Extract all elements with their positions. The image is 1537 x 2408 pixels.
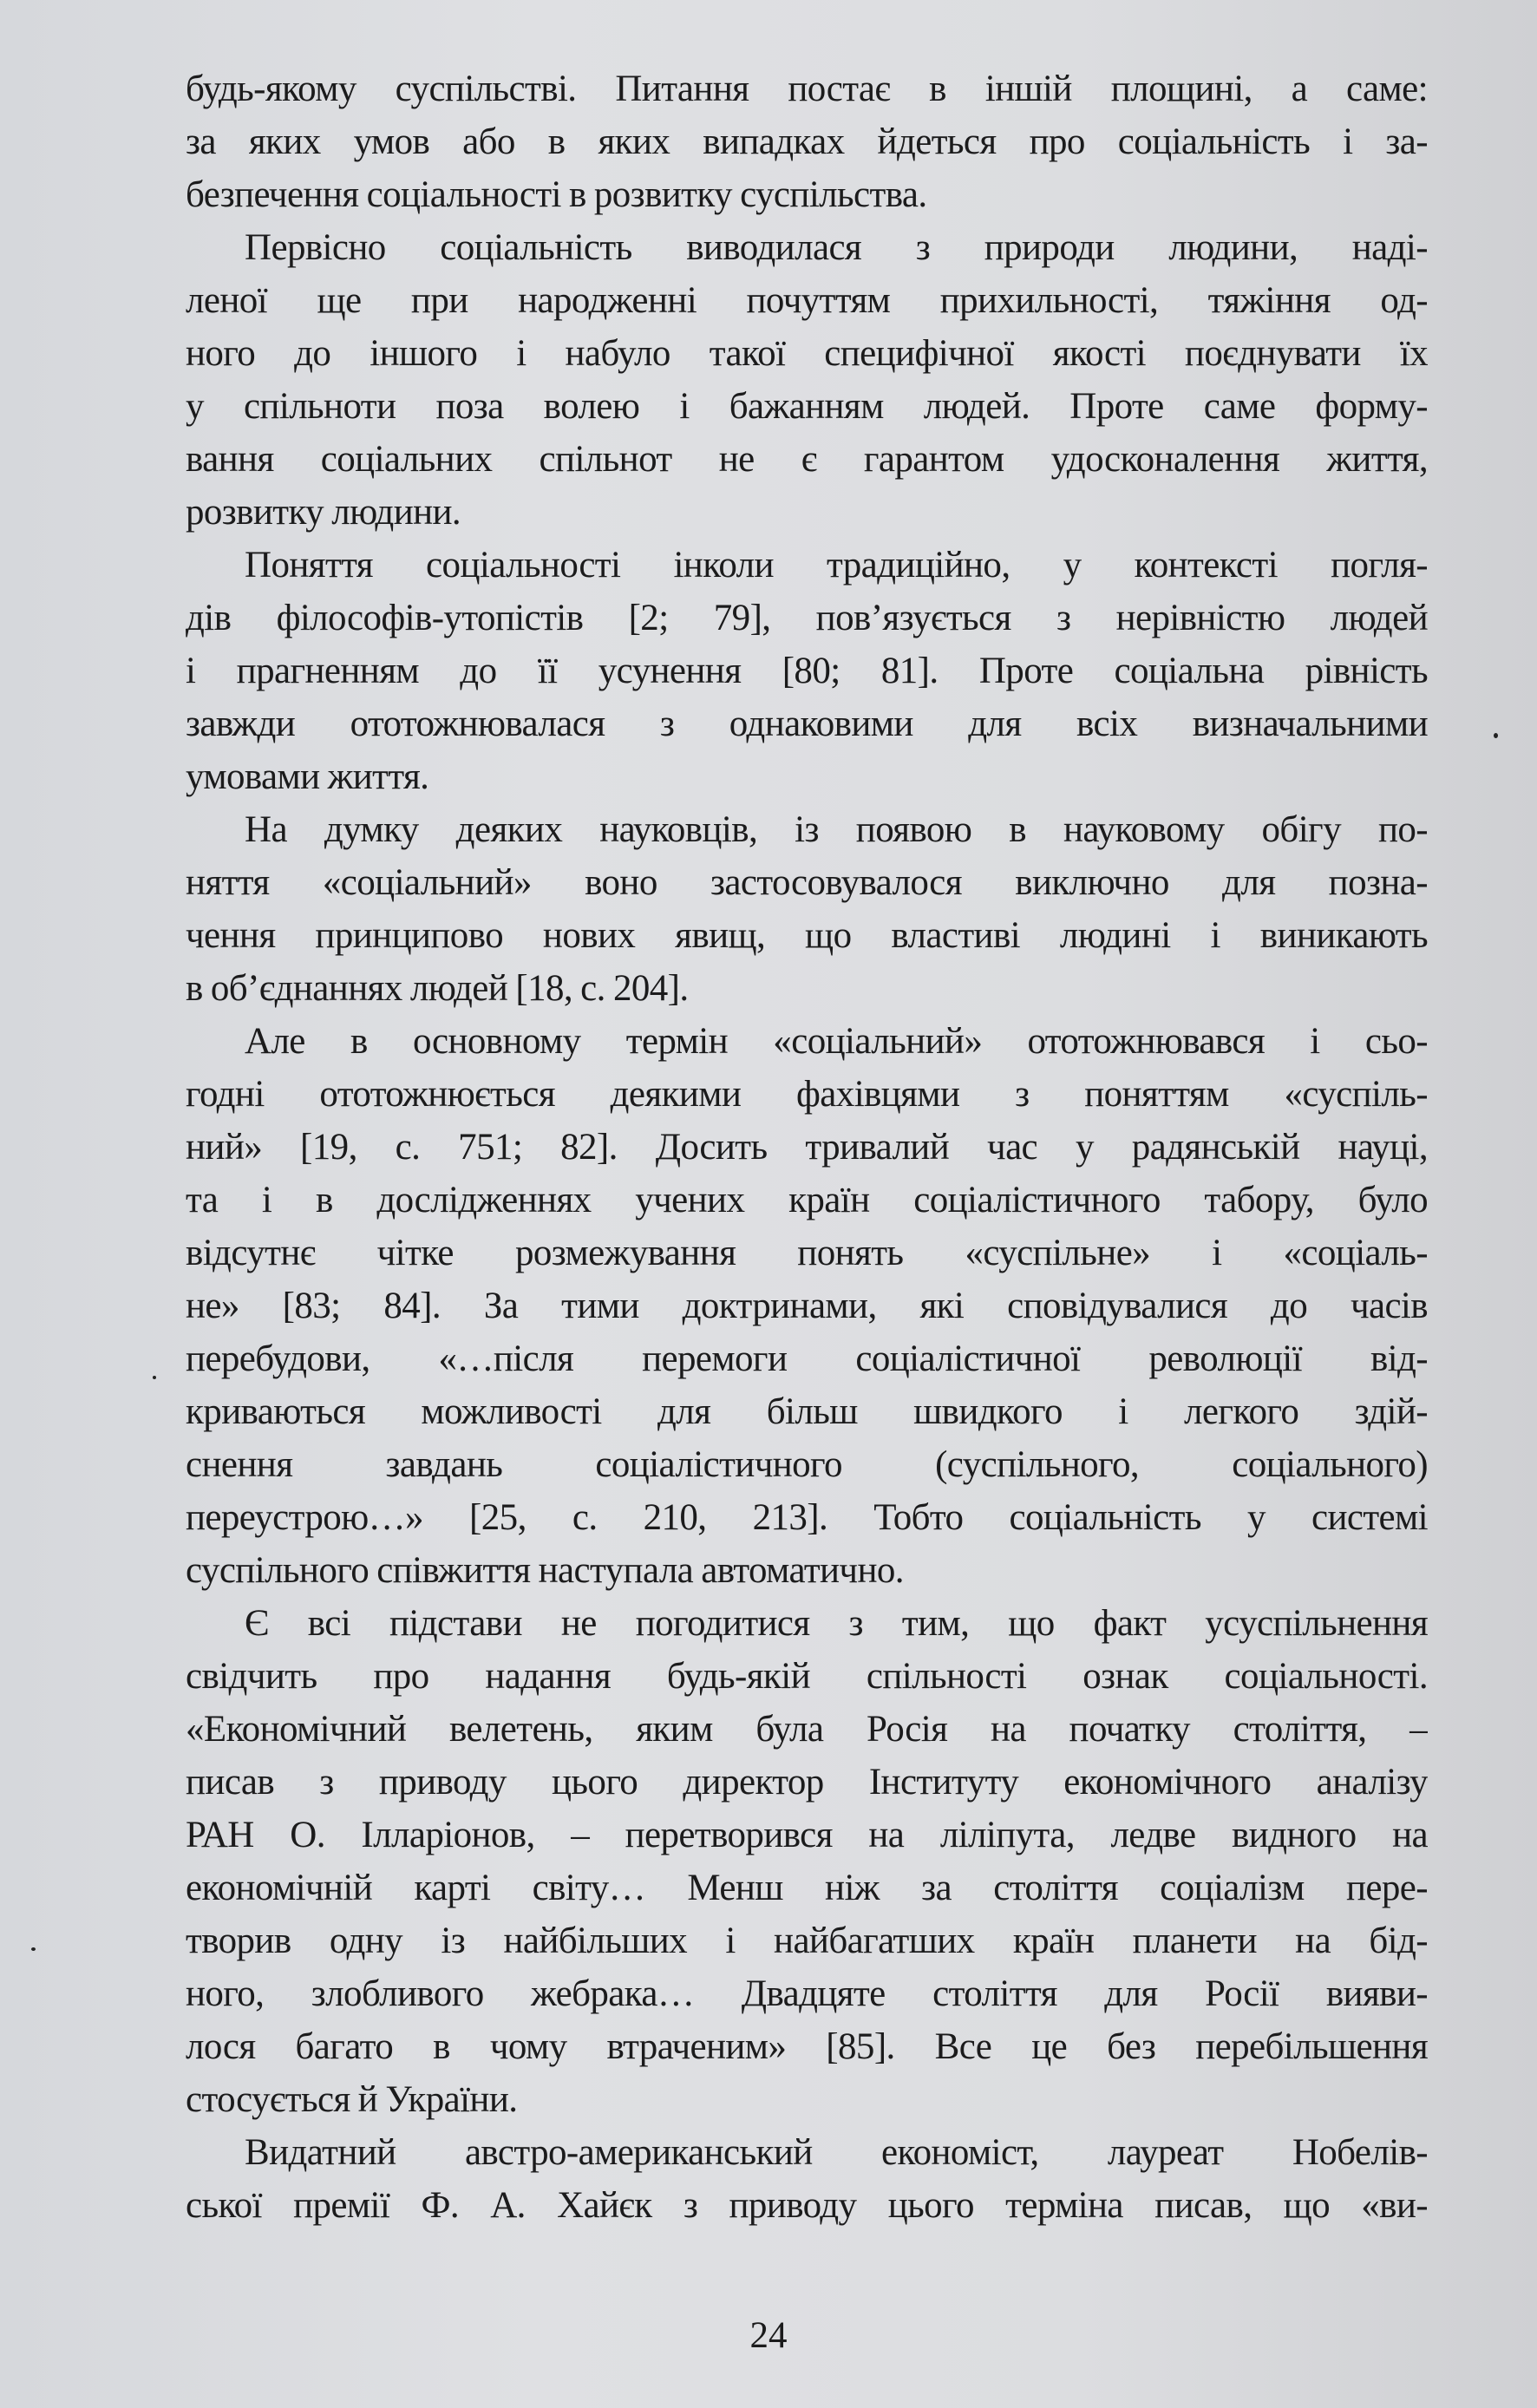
text-line: Видатний австро-американський економіст, лауреат Нобелів-: [245, 2132, 1428, 2173]
page-body: [186, 62, 1428, 2232]
text-line: не» [83; 84]. За тими доктринами, які сповідувалися до часів: [186, 1286, 1428, 1326]
text-line: криваються можливості для більш швидкого і легкого здій-: [186, 1391, 1428, 1432]
page-number: 24: [749, 2315, 788, 2356]
text-line: відсутнє чітке розмежування понять «суспільне» і «соціаль-: [186, 1233, 1428, 1273]
text-line: ного до іншого і набуло такої специфічної якості поєднувати їх: [186, 333, 1428, 374]
text-line: суспільного співжиття наступала автоматично.: [186, 1550, 904, 1591]
text-line: Первісно соціальність виводилася з природи людини, наді-: [245, 227, 1428, 268]
text-line: ської премії Ф. А. Хайєк з приводу цього терміна писав, що «ви-: [186, 2185, 1428, 2226]
text-line: будь-якому суспільстві. Питання постає в іншій площині, а саме:: [186, 69, 1428, 109]
text-line: стосується й України.: [186, 2079, 518, 2120]
text-line: економічній карті світу… Менш ніж за століття соціалізм пере-: [186, 1868, 1428, 1908]
text-line: і прагненням до її усунення [80; 81]. Проте соціальна рівність: [186, 651, 1428, 691]
paragraph: [186, 221, 1428, 539]
ink-speck: [153, 1376, 156, 1379]
text-line: перебудови, «…після перемоги соціалістичної революції від-: [186, 1338, 1428, 1379]
text-line: у спільноти поза волею і бажанням людей. Проте саме форму-: [186, 386, 1428, 427]
text-line: годні ототожнюється деякими фахівцями з поняттям «суспіль-: [186, 1074, 1428, 1115]
text-line: безпечення соціальності в розвитку суспільства.: [186, 174, 927, 215]
text-line: дів філософів-утопістів [2; 79], пов’язується з нерівністю людей: [186, 598, 1428, 638]
paragraph: [186, 539, 1428, 803]
paragraph: [186, 803, 1428, 1015]
text-line: переустрою…» [25, с. 210, 213]. Тобто соціальність у системі: [186, 1497, 1428, 1538]
ink-speck: [1494, 733, 1498, 738]
text-line: снення завдань соціалістичного (суспільного, соціального): [186, 1444, 1428, 1485]
text-line: «Економічний велетень, яким була Росія на початку століття, –: [186, 1709, 1428, 1750]
paragraph: [186, 1015, 1428, 1597]
text-line: свідчить про надання будь-якій спільності ознак соціальності.: [186, 1656, 1428, 1697]
text-line: лося багато в чому втраченим» [85]. Все це без перебільшення: [186, 2026, 1428, 2067]
text-line: за яких умов або в яких випадках йдеться про соціальність і за-: [186, 121, 1428, 162]
text-line: ний» [19, с. 751; 82]. Досить тривалий час у радянській науці,: [186, 1127, 1428, 1168]
paragraph: [186, 1597, 1428, 2126]
text-line: няття «соціальний» воно застосовувалося виключно для позна-: [186, 862, 1428, 903]
text-line: Але в основному термін «соціальний» ототожнювався і сьо-: [245, 1021, 1428, 1062]
text-line: вання соціальних спільнот не є гарантом удосконалення життя,: [186, 439, 1428, 480]
text-line: ного, злобливого жебрака… Двадцяте століття для Росії вияви-: [186, 1973, 1428, 2014]
text-line: РАН О. Ілларіонов, – перетворився на ліліпута, ледве видного на: [186, 1815, 1428, 1855]
paragraph: [186, 62, 1428, 221]
text-line: писав з приводу цього директор Інституту економічного аналізу: [186, 1762, 1428, 1803]
text-line: умовами життя.: [186, 756, 429, 797]
text-line: розвитку людини.: [186, 492, 461, 533]
paragraph: [186, 2126, 1428, 2232]
text-line: леної ще при народженні почуттям прихильності, тяжіння од-: [186, 280, 1428, 321]
text-line: в об’єднаннях людей [18, с. 204].: [186, 968, 689, 1009]
text-line: Є всі підстави не погодитися з тим, що факт усуспільнення: [245, 1603, 1428, 1644]
text-line: та і в дослідженнях учених країн соціалістичного табору, було: [186, 1180, 1428, 1220]
text-line: чення принципово нових явищ, що властиві людині і виникають: [186, 915, 1428, 956]
text-line: Поняття соціальності інколи традиційно, у контексті погля-: [245, 545, 1428, 586]
text-line: творив одну із найбільших і найбагатших країн планети на бід-: [186, 1921, 1428, 1961]
ink-speck: [31, 1947, 36, 1951]
text-line: На думку деяких науковців, із появою в науковому обігу по-: [245, 809, 1428, 850]
text-line: завжди ототожнювалася з однаковими для всіх визначальними: [186, 703, 1428, 744]
